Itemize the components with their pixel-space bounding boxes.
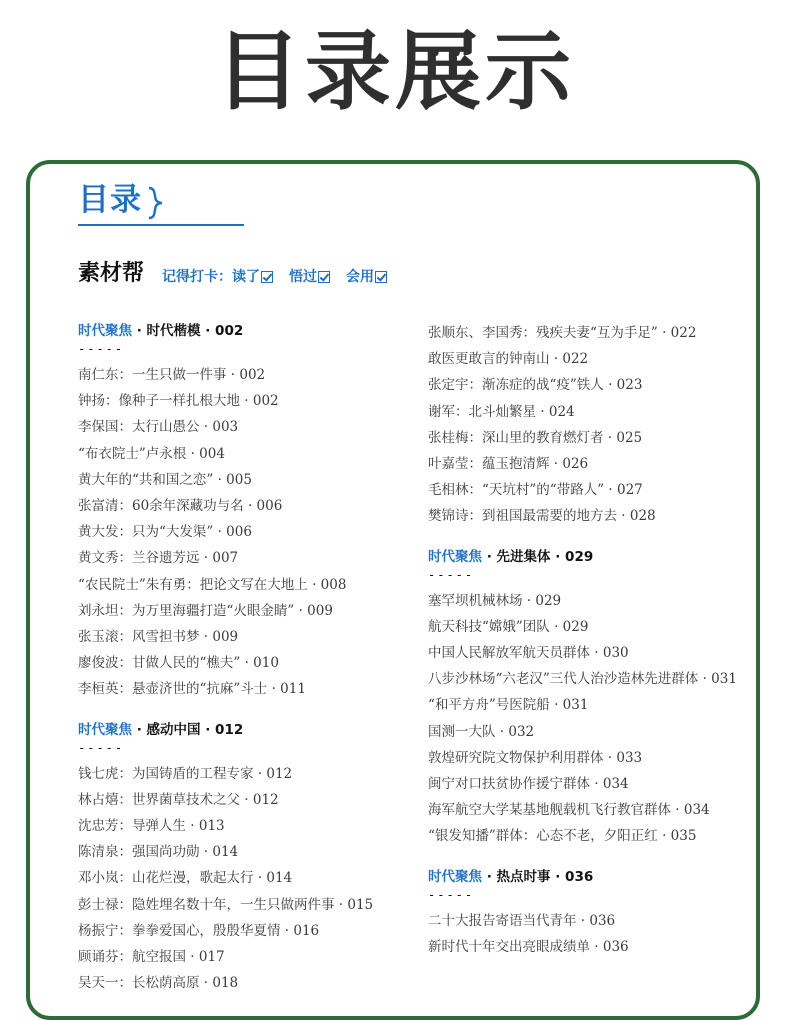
group-heading-prefix: 时代聚焦: [78, 323, 132, 339]
toc-entry[interactable]: 中国人民解放军航天员群体 · 030: [428, 645, 629, 662]
toc-entry[interactable]: 毛相林：“天坑村”的“带路人” · 027: [428, 482, 643, 499]
toc-entry[interactable]: 钟扬：像种子一样扎根大地 · 002: [78, 393, 279, 410]
toc-entry[interactable]: 新时代十年交出亮眼成绩单 · 036: [428, 938, 629, 955]
toc-entry[interactable]: 航天科技“嫦娥”团队 · 029: [428, 618, 589, 635]
toc-group: [428, 866, 758, 960]
toc-entry[interactable]: 顾诵芬：航空报国 · 017: [78, 949, 225, 966]
toc-entry[interactable]: 李保国：太行山愚公 · 003: [78, 419, 239, 436]
group-heading: [78, 719, 418, 741]
checkin-label: 会用: [346, 269, 374, 285]
toc-entry[interactable]: 樊锦诗：到祖国最需要的地方去 · 028: [428, 508, 656, 525]
toc-entry[interactable]: 黄文秀：兰谷遗芳远 · 007: [78, 550, 239, 567]
toc-entry[interactable]: 谢军：北斗灿繁星 · 024: [428, 403, 575, 420]
group-heading: [428, 546, 758, 568]
toc-column-right: [428, 320, 758, 976]
checkin-item-understood: [289, 266, 330, 288]
toc-entry[interactable]: 黄大发：只为“大发渠” · 006: [78, 524, 252, 541]
toc-entry[interactable]: 陈清泉：强国尚功勋 · 014: [78, 844, 239, 861]
checkbox-icon: [261, 271, 273, 283]
checkin-label: 读了: [232, 269, 260, 285]
toc-entry[interactable]: 李桓英：悬壶济世的“抗麻”斗士 · 011: [78, 681, 306, 698]
toc-entry[interactable]: 叶嘉莹：蕴玉抱清辉 · 026: [428, 456, 589, 473]
group-heading: [428, 866, 758, 888]
toc-entry[interactable]: 国测一大队 · 032: [428, 723, 535, 740]
toc-entry[interactable]: 张定宇：渐冻症的战“疫”铁人 · 023: [428, 377, 643, 394]
toc-entry[interactable]: 吴天一：长松荫高原 · 018: [78, 975, 239, 992]
toc-column-left: [78, 320, 418, 1012]
toc-entry[interactable]: 邓小岚：山花烂漫，歌起太行 · 014: [78, 870, 293, 887]
group-heading-title: · 时代楷模 · 002: [132, 323, 244, 339]
toc-entry[interactable]: 刘永坦：为万里海疆打造“火眼金睛” · 009: [78, 602, 333, 619]
toc-entry[interactable]: 张桂梅：深山里的教育燃灯者 · 025: [428, 429, 643, 446]
toc-entry[interactable]: “银发知播”群体：心态不老，夕阳正红 · 035: [428, 828, 697, 845]
group-heading-prefix: 时代聚焦: [428, 548, 482, 565]
group-dash-divider: -----: [428, 567, 475, 582]
toc-entry[interactable]: 林占熺：世界菌草技术之父 · 012: [78, 791, 279, 808]
toc-entry[interactable]: 敢医更敢言的钟南山 · 022: [428, 351, 589, 368]
toc-entry[interactable]: 塞罕坝机械林场 · 029: [428, 592, 562, 609]
toc-heading: 目录: [78, 182, 142, 218]
toc-group: [78, 320, 418, 703]
banner-title: 目录展示: [215, 22, 575, 122]
toc-group: [428, 320, 758, 530]
toc-group: [428, 546, 758, 850]
checkin-row: [162, 266, 387, 288]
group-heading: [78, 320, 418, 342]
toc-entry[interactable]: 闽宁对口扶贫协作援宁群体 · 034: [428, 776, 629, 793]
toc-entry[interactable]: 钱七虎：为国铸盾的工程专家 · 012: [78, 765, 293, 782]
toc-entry[interactable]: 敦煌研究院文物保护利用群体 · 033: [428, 749, 643, 766]
toc-entry[interactable]: 杨振宁：拳拳爱国心，殷殷华夏情 · 016: [78, 922, 320, 939]
toc-entry[interactable]: 黄大年的“共和国之恋” · 005: [78, 471, 252, 488]
section-title: 素材帮: [78, 261, 145, 286]
group-heading-prefix: 时代聚焦: [428, 868, 482, 885]
checkin-prefix: 记得打卡：: [162, 269, 232, 285]
toc-entry[interactable]: 张顺东、李国秀：残疾夫妻“互为手足” · 022: [428, 325, 697, 341]
checkin-item-used: [346, 266, 387, 288]
toc-entry[interactable]: 张富清：60余年深藏功与名 · 006: [78, 498, 283, 515]
group-dash-divider: -----: [78, 342, 125, 356]
group-dash-divider: -----: [78, 740, 125, 755]
checkbox-icon: [375, 271, 387, 283]
toc-group: [78, 719, 418, 997]
group-heading-title: · 感动中国 · 012: [132, 721, 244, 738]
checkin-label: 悟过: [289, 269, 317, 285]
toc-heading-underline: [78, 224, 244, 226]
brace-decoration-icon: [146, 186, 164, 220]
toc-entry[interactable]: 八步沙林场“六老汉”三代人治沙造林先进群体 · 031: [428, 671, 737, 688]
toc-entry[interactable]: “和平方舟”号医院船 · 031: [428, 697, 589, 714]
toc-entry[interactable]: “布衣院士”卢永根 · 004: [78, 445, 225, 462]
toc-entry[interactable]: “农民院士”朱有勇：把论文写在大地上 · 008: [78, 576, 347, 593]
toc-entry[interactable]: 南仁东：一生只做一件事 · 002: [78, 367, 266, 383]
group-dash-divider: -----: [428, 887, 475, 902]
group-heading-title: · 热点时事 · 036: [482, 868, 594, 885]
group-heading-title: · 先进集体 · 029: [482, 548, 594, 565]
group-heading-prefix: 时代聚焦: [78, 721, 132, 738]
toc-entry[interactable]: 二十大报告寄语当代青年 · 036: [428, 912, 616, 929]
checkin-item-read: [232, 266, 273, 288]
toc-entry[interactable]: 彭士禄：隐姓埋名数十年，一生只做两件事 · 015: [78, 896, 374, 913]
toc-entry[interactable]: 沈忠芳：导弹人生 · 013: [78, 818, 225, 835]
toc-entry[interactable]: 廖俊波：甘做人民的“樵夫” · 010: [78, 655, 279, 672]
toc-entry[interactable]: 海军航空大学某基地舰载机飞行教官群体 · 034: [428, 802, 710, 819]
checkbox-icon: [318, 271, 330, 283]
toc-entry[interactable]: 张玉滚：风雪担书梦 · 009: [78, 629, 239, 646]
